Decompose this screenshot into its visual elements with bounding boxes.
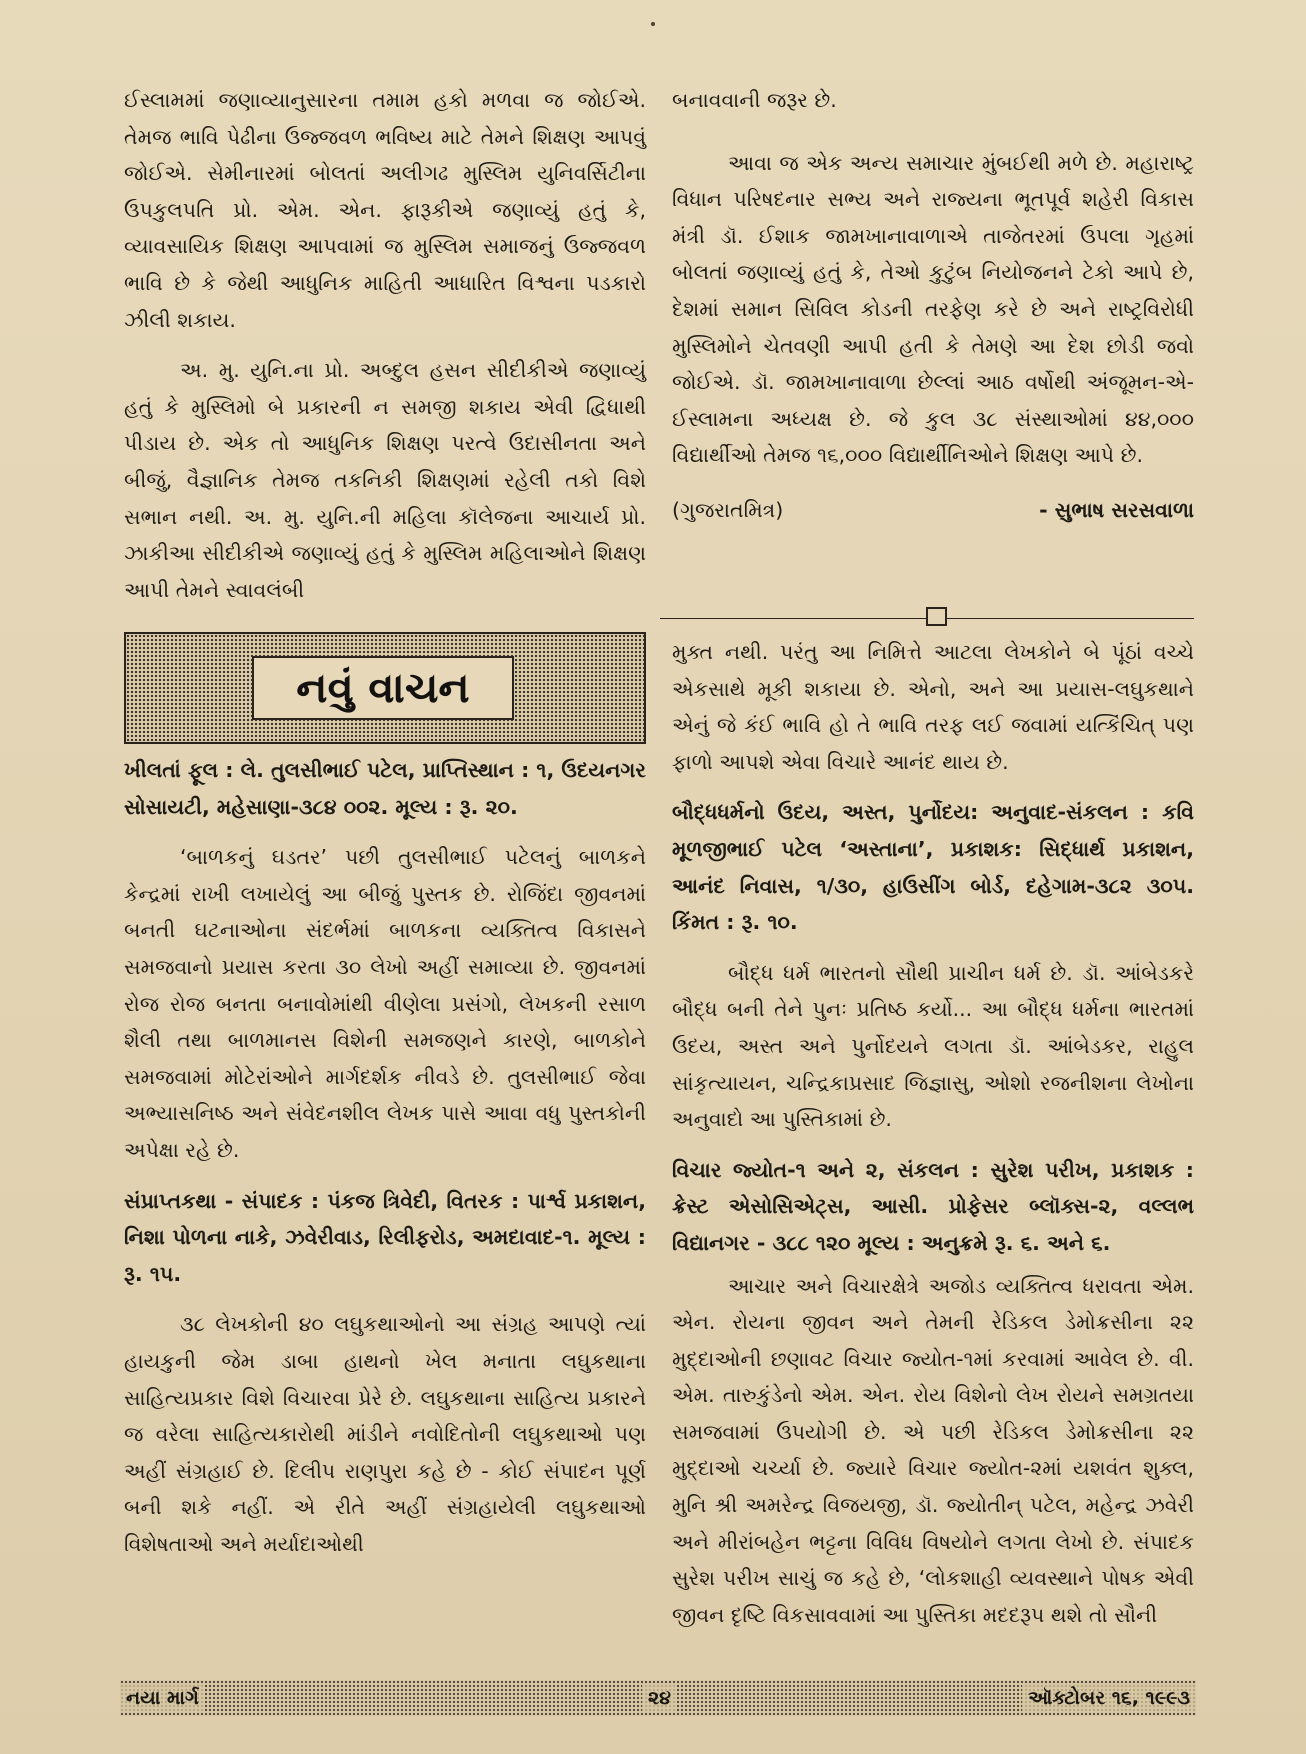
section-banner — [124, 632, 646, 744]
book-review-heading: ખીલતાં ફૂલ : લે. તુલસીભાઈ પટેલ, પ્રાપ્તિસ્થાન : ૧, ઉદયનગર સોસાયટી, મહેસાણા-૩૮૪ ૦૦૨. મૂલ્ય : રૂ. ૨૦. — [124, 758, 646, 819]
news-column-left — [124, 82, 646, 608]
news-column-right — [672, 82, 1194, 529]
book-review-heading: વિચાર જ્યોત-૧ અને ૨, સંકલન : સુરેશ પરીખ, પ્રકાશક : ક્રેસ્ટ એસોસિએટ્સ, આસી. પ્રોફેસર બ્લૉક્સ-૨, વલ્લભ વિદ્યાનગર - ૩૮૮ ૧૨૦ મૂલ્ય : અનુક્રમે રૂ. ૬. અને ૬. — [672, 1157, 1194, 1255]
page-mark — [651, 22, 655, 26]
page-footer — [120, 1680, 1196, 1716]
review-column-left — [124, 752, 646, 1562]
news-credit — [672, 492, 1194, 529]
book-review-body: આચાર અને વિચારક્ષેત્રે અજોડ વ્યક્તિત્વ ધરાવતા એમ. એન. રોયના જીવન અને તેમની રેડિકલ ડેમોક્રસીના ૨૨ મુદ્દાઓની છણાવટ વિચાર જ્યોત-૧માં કરવામાં આવેલ છે. વી. એમ. તારુકુંડેનો એમ. એન. રોય વિશેનો લેખ રોયને સમગ્રતયા સમજવામાં ઉપયોગી છે. એ પછી રેડિકલ ડેમોક્રસીના ૨૨ મુદ્દાઓ ચર્ચ્યા છે. જ્યારે વિચાર જ્યોત-૨માં યશવંત શુક્લ, મુનિ શ્રી અમરેન્દ્ર વિજયજી, ડૉ. જ્યોતીન્ પટેલ, મહેન્દ્ર ઝવેરી અને મીરાંબહેન ભટ્ટના વિવિધ વિષયોને લગતા લેખો છે. સંપાદક સુરેશ પરીખ સાચું જ કહે છે, ‘લોકશાહી વ્યવસ્થાને પોષક એવી જીવન દૃષ્ટિ વિકસાવવામાં આ પુસ્તિકા મદદરૂપ થશે તો સૌની — [672, 1273, 1194, 1627]
news-paragraph: ઈસ્લામમાં જણાવ્યાનુસારના તમામ હકો મળવા જ જોઈએ. તેમજ ભાવિ પેઢીના ઉજ્જવળ ભવિષ્ય માટે તેમને શિક્ષણ આપવું જોઈએ. સેમીનારમાં બોલતાં અલીગઢ મુસ્લિમ યુનિવર્સિટીના ઉપકુલપતિ પ્રો. એમ. એન. ફારૂકીએ જણાવ્યું હતું કે, વ્યાવસાયિક શિક્ષણ આપવામાં જ મુસ્લિમ સમાજનું ઉજ્જવળ ભાવિ છે કે જેથી આધુનિક માહિતી આધારિત વિશ્વના પડકારો ઝીલી શકાય. — [124, 88, 646, 332]
book-review-heading: સંપ્રાપ્તકથા - સંપાદક : પંકજ ત્રિવેદી, વિતરક : પાર્શ્વ પ્રકાશન, નિશા પોળના નાકે, ઝવેરીવાડ, રિલીફરોડ, અમદાવાદ-૧. મૂલ્ય : રૂ. ૧૫. — [124, 1188, 646, 1286]
review-column-right — [672, 634, 1194, 1633]
book-review-body: ‘બાળકનું ઘડતર’ પછી તુલસીભાઈ પટેલનું બાળકને કેન્દ્રમાં રાખી લખાયેલું આ બીજું પુસ્તક છે. રોજિંદા જીવનમાં બનતી ઘટનાઓના સંદર્ભમાં બાળકના વ્યક્તિત્વ વિકાસને સમજવાનો પ્રયાસ કરતા ૩૦ લેખો અહીં સમાવ્યા છે. જીવનમાં રોજ રોજ બનતા બનાવોમાંથી વીણેલા પ્રસંગો, લેખકની રસાળ શૈલી તથા બાળમાનસ વિશેની સમજણને કારણે, બાળકોને સમજવામાં મોટેરાંઓને માર્ગદર્શક નીવડે છે. તુલસીભાઈ જેવા અભ્યાસનિષ્ઠ અને સંવેદનશીલ લેખક પાસે આવા વધુ પુસ્તકોની અપેક્ષા રહે છે. — [124, 845, 646, 1162]
book-review-body: ૩૮ લેખકોની ૪૦ લઘુકથાઓનો આ સંગ્રહ આપણે ત્યાં હાયકુની જેમ ડાબા હાથનો ખેલ મનાતા લઘુકથાના સાહિત્યપ્રકાર વિશે વિચારવા પ્રેરે છે. લઘુકથાના સાહિત્ય પ્રકારને જ વરેલા સાહિત્યકારોથી માંડીને નવોદિતોની લઘુકથાઓ પણ અહીં સંગ્રહાઈ છે. દિલીપ રાણપુરા કહે છે - કોઈ સંપાદન પૂર્ણ બની શકે નહીં. એ રીતે અહીં સંગ્રહાયેલી લઘુકથાઓ વિશેષતાઓ અને મર્યાદાઓથી — [124, 1312, 646, 1556]
book-review-heading: બૌદ્ધધર્મનો ઉદય, અસ્ત, પુર્નોદય: અનુવાદ-સંકલન : કવિ મૂળજીભાઈ પટેલ ‘અસ્તાના’, પ્રકાશક: સિદ્ધાર્થ પ્રકાશન, આનંદ નિવાસ, ૧/૩૦, હાઉસીંગ બોર્ડ, દહેગામ-૩૮૨ ૩૦૫. કિંમત : રૂ. ૧૦. — [672, 800, 1194, 935]
news-paragraph: બનાવવાની જરૂર છે. — [672, 88, 837, 112]
news-paragraph: આવા જ એક અન્ય સમાચાર મુંબઈથી મળે છે. મહારાષ્ટ્ર વિધાન પરિષદનાર સભ્ય અને રાજ્યના ભૂતપૂર્વ શહેરી વિકાસ મંત્રી ડૉ. ઈશાક જામખાનાવાળાએ તાજેતરમાં ઉપલા ગૃહમાં બોલતાં જણાવ્યું હતું કે, તેઓ કુટુંબ નિયોજનને ટેકો આપે છે, દેશમાં સમાન સિવિલ કોડની તરફેણ કરે છે અને રાષ્ટ્રવિરોધી મુસ્લિમોને ચેતવણી આપી હતી કે તેમણે આ દેશ છોડી જવો જોઈએ. ડૉ. જામખાનાવાળા છેલ્લાં આઠ વર્ષોથી અંજૂમન-એ-ઈસ્લામના અધ્યક્ષ છે. જે કુલ ૩૮ સંસ્થાઓમાં ૪૪,૦૦૦ વિદ્યાર્થીઓ તેમજ ૧૬,૦૦૦ વિદ્યાર્થીનિઓને શિક્ષણ આપે છે. — [672, 150, 1194, 468]
book-review-body: બૌદ્ધ ધર્મ ભારતનો સૌથી પ્રાચીન ધર્મ છે. ડૉ. આંબેડકરે બૌદ્ધ બની તેને પુનઃ પ્રતિષ્ઠ કર્યો... આ બૌદ્ધ ધર્મના ભારતમાં ઉદય, અસ્ત અને પુર્નોદયને લગતા ડૉ. આંબેડકર, રાહુલ સાંકૃત્યાયન, ચન્દ્રિકાપ્રસાદ જિજ્ઞાસુ, ઓશો રજનીશના લેખોના અનુવાદો આ પુસ્તિકામાં છે. — [672, 960, 1194, 1132]
news-paragraph: અ. મુ. યુનિ.ના પ્રો. અબ્દુલ હસન સીદીકીએ જણાવ્યું હતું કે મુસ્લિમો બે પ્રકારની ન સમજી શકાય એવી દ્વિધાથી પીડાય છે. એક તો આધુનિક શિક્ષણ પરત્વે ઉદાસીનતા અને બીજું, વૈજ્ઞાનિક તેમજ તકનિકી શિક્ષણમાં રહેલી તકો વિશે સભાન નથી. અ. મુ. યુનિ.ની મહિલા કૉલેજના આચાર્ય પ્રો. ઝાકીઆ સીદીકીએ જણાવ્યું હતું કે મુસ્લિમ મહિલાઓને શિક્ષણ આપી તેમને સ્વાવલંબી — [124, 358, 646, 602]
section-title: નવું વાચન — [252, 656, 514, 720]
book-review-body: મુક્ત નથી. પરંતુ આ નિમિત્તે આટલા લેખકોને બે પૂંઠાં વચ્ચે એકસાથે મૂકી શકાયા છે. એનો, અને આ પ્રયાસ-લઘુકથાને એનું જે કંઈ ભાવિ હો તે ભાવિ તરફ લઈ જવામાં યત્કિંચિત્ પણ ફાળો આપશે એવા વિચારે આનંદ થાય છે. — [672, 640, 1194, 774]
page-number: ૨૪ — [642, 1684, 677, 1712]
news-source: (ગુજરાતમિત્ર) — [672, 497, 784, 522]
magazine-name: નયા માર્ગ — [120, 1684, 205, 1712]
article-end-mark — [926, 607, 947, 626]
news-author: - સુભાષ સરસવાળા — [1039, 497, 1194, 522]
issue-date: ઑક્ટોબર ૧૬, ૧૯૯૩ — [1022, 1684, 1196, 1712]
